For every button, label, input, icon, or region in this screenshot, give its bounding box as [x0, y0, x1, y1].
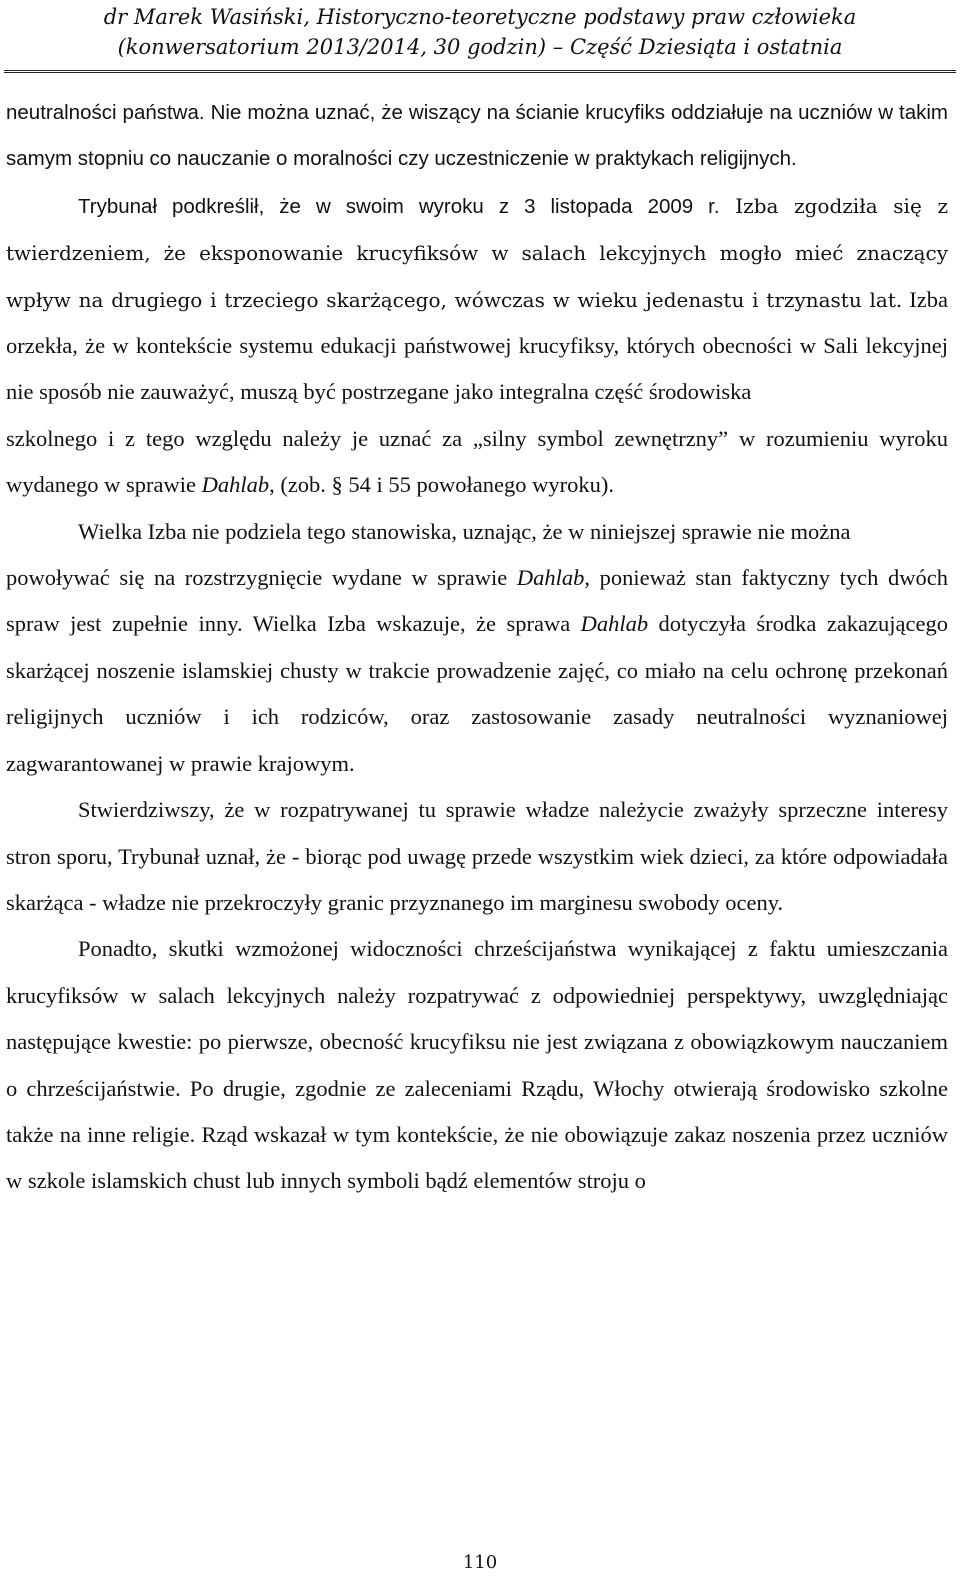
paragraph-4-text: Wielka Izba nie podziela tego stanowiska, uznając, że w niniejszej sprawie nie można	[78, 518, 851, 544]
paragraph-3-end: , (zob. § 54 i 55 powołanego wyroku).	[269, 472, 615, 498]
case-name-dahlab: Dahlab	[580, 611, 649, 637]
case-name-dahlab: Dahlab	[201, 472, 270, 498]
paragraph-3	[6, 416, 948, 509]
paragraph-1-text: neutralności państwa. Nie można uznać, że wiszący na ścianie krucyfiks oddziałuje na uczniów w takim samym stopniu co nauczanie o moralności czy uczestniczenie w praktykach religijnych.	[6, 101, 948, 171]
case-name-dahlab: Dahlab	[516, 565, 585, 591]
paragraph-1	[6, 90, 948, 183]
paragraph-3-start: szkolnego i z tego względu należy je uznać za „silny symbol zewnętrzny” w rozumieniu wyroku wydanego w sprawie	[6, 425, 948, 498]
paragraph-2	[6, 183, 948, 416]
paragraph-2-end: Izba orzekła, że w kontekście systemu edukacji państwowej krucyfiksy, których obecności w Sali lekcyjnej nie sposób nie zauważyć, muszą być postrzegane jako integralna część środowiska	[6, 286, 949, 405]
paragraph-4	[6, 509, 948, 555]
header-divider	[4, 70, 956, 73]
header-course-info: (konwersatorium 2013/2014, 30 godzin) – Część Dziesiąta i ostatnia	[117, 35, 843, 59]
paragraph-5	[6, 555, 948, 787]
paragraph-5-start: powoływać się na rozstrzygnięcie wydane w sprawie	[6, 565, 517, 591]
paragraph-6	[6, 787, 948, 926]
paragraph-2-intro: Trybunał podkreślił, że w swoim wyroku z 3 listopada 2009 r.	[78, 194, 720, 218]
paragraph-5-end: dotyczyła środka zakazującego skarżącej noszenie islamskiej chusty w trakcie prowadzenie zajęć, co miało na celu ochronę przekonań religijnych uczniów i ich rodziców, oraz zastosowanie zasady neutralności wyznaniowej zagwarantowanej w prawie krajowym.	[6, 611, 948, 776]
running-header	[0, 0, 960, 62]
paragraph-7-text: Ponadto, skutki wzmożonej widoczności chrześcijaństwa wynikającej z faktu umieszczania krucyfiksów w salach lekcyjnych należy rozpatrywać z odpowiedniej perspektywy, uwzględniając następujące kwestie: po pierwsze, obecność krucyfiksu nie jest związana z obowiązkowym nauczaniem o chrześcijaństwie. Po drugie, zgodnie ze zaleceniami Rządu, Włochy otwierają środowisko szkolne także na inne religie. Rząd wskazał w tym kontekście, że nie obowiązuje zakaz noszenia przez uczniów w szkole islamskich chust lub innych symboli bądź elementów stroju o	[6, 936, 948, 1194]
paragraph-6-text: Stwierdziwszy, że w rozpatrywanej tu sprawie władze należycie zważyły sprzeczne interesy stron sporu, Trybunał uznał, że - biorąc pod uwagę przede wszystkim wiek dzieci, za które odpowiadała skarżąca - władze nie przekroczyły granic przyznanego im marginesu swobody oceny.	[6, 797, 948, 915]
body-text	[6, 90, 948, 1205]
header-author-title: dr Marek Wasiński, Historyczno-teoretyczne podstawy praw człowieka	[103, 5, 857, 29]
paragraph-5-middle: , ponieważ stan faktyczny tych dwóch spraw jest zupełnie inny. Wielka Izba wskazuje, że sprawa	[6, 565, 948, 637]
paragraph-7	[6, 926, 948, 1204]
page-number: 110	[462, 1552, 498, 1573]
paragraph-2-middle: Izba zgodziła się z twierdzeniem, że eksponowanie krucyfiksów w salach lekcyjnych mogło mieć znaczący wpływ na drugiego i trzeciego skarżącego, wówczas w wieku jedenastu i trzynastu lat.	[6, 193, 948, 312]
